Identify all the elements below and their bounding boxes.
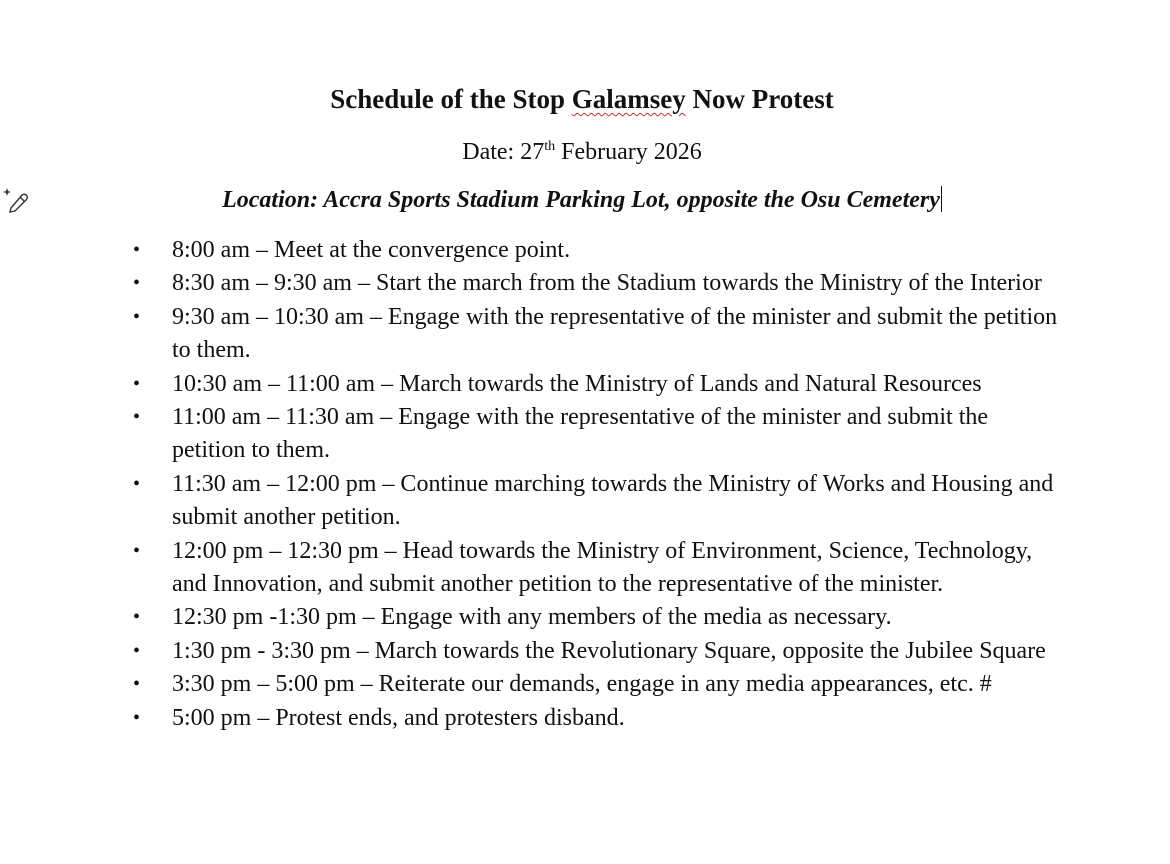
schedule-item-text: 5:00 pm – Protest ends, and protesters disband. [172, 704, 625, 731]
schedule-item-text: 1:30 pm - 3:30 pm – March towards the Revolutionary Square, opposite the Jubilee Square [172, 637, 1046, 664]
schedule-item [133, 635, 1064, 668]
schedule-item-text: 10:30 am – 11:00 am – March towards the Ministry of Lands and Natural Resources [172, 370, 982, 397]
schedule-item [133, 668, 1064, 701]
schedule-item-text: 3:30 pm – 5:00 pm – Reiterate our demands, engage in any media appearances, etc. # [172, 671, 992, 698]
event-location[interactable] [0, 184, 1164, 216]
date-text: Date: 27 [462, 139, 545, 165]
schedule-item [133, 468, 1064, 535]
schedule-item [133, 601, 1064, 634]
bullet-icon: • [133, 372, 141, 395]
document-title [0, 82, 1164, 116]
bullet-icon: • [133, 305, 141, 328]
title-text: Schedule of the Stop [330, 84, 572, 114]
schedule-item-text: 9:30 am – 10:30 am – Engage with the representative of the minister and submit the petition to them. [172, 303, 1058, 364]
schedule-item [133, 234, 1064, 267]
bullet-icon: • [133, 272, 141, 295]
misspelled-word[interactable]: Galamsey [571, 84, 686, 114]
bullet-icon: • [133, 706, 141, 729]
bullet-icon: • [133, 406, 141, 429]
schedule-item [133, 535, 1064, 602]
schedule-item-text: 8:00 am – Meet at the convergence point. [172, 237, 571, 263]
schedule-item-text: 8:30 am – 9:30 am – Start the march from the Stadium towards the Ministry of the Interior [172, 270, 1042, 297]
bullet-icon: • [133, 472, 141, 495]
schedule-item-text: 11:30 am – 12:00 pm – Continue marching towards the Ministry of Works and Housing and submit another petition. [172, 470, 1054, 531]
schedule-item [133, 702, 1064, 735]
schedule-item [133, 301, 1064, 368]
date-text: February 2026 [555, 139, 702, 165]
schedule-item [133, 401, 1064, 468]
schedule-item [133, 368, 1064, 401]
text-cursor [941, 186, 942, 212]
bullet-icon: • [133, 673, 141, 696]
bullet-icon: • [133, 606, 141, 629]
schedule-item-text: 12:00 pm – 12:30 pm – Head towards the Ministry of Environment, Science, Technology, and Innovation, and submit another petition to the representative of the minister. [172, 537, 1033, 598]
bullet-icon: • [133, 639, 141, 662]
event-date [0, 136, 1164, 168]
schedule-item-text: 11:00 am – 11:30 am – Engage with the representative of the minister and submit the petition to them. [172, 404, 989, 464]
schedule-list [133, 234, 1064, 735]
schedule-item-text: 12:30 pm -1:30 pm – Engage with any members of the media as necessary. [172, 604, 892, 631]
title-text: Now Protest [685, 84, 834, 114]
location-text: Location: Accra Sports Stadium Parking Lot, opposite the Osu Cemetery [222, 187, 940, 213]
schedule-item [133, 267, 1064, 300]
bullet-icon: • [133, 539, 141, 562]
bullet-icon: • [133, 239, 141, 261]
date-ordinal: th [544, 139, 556, 154]
